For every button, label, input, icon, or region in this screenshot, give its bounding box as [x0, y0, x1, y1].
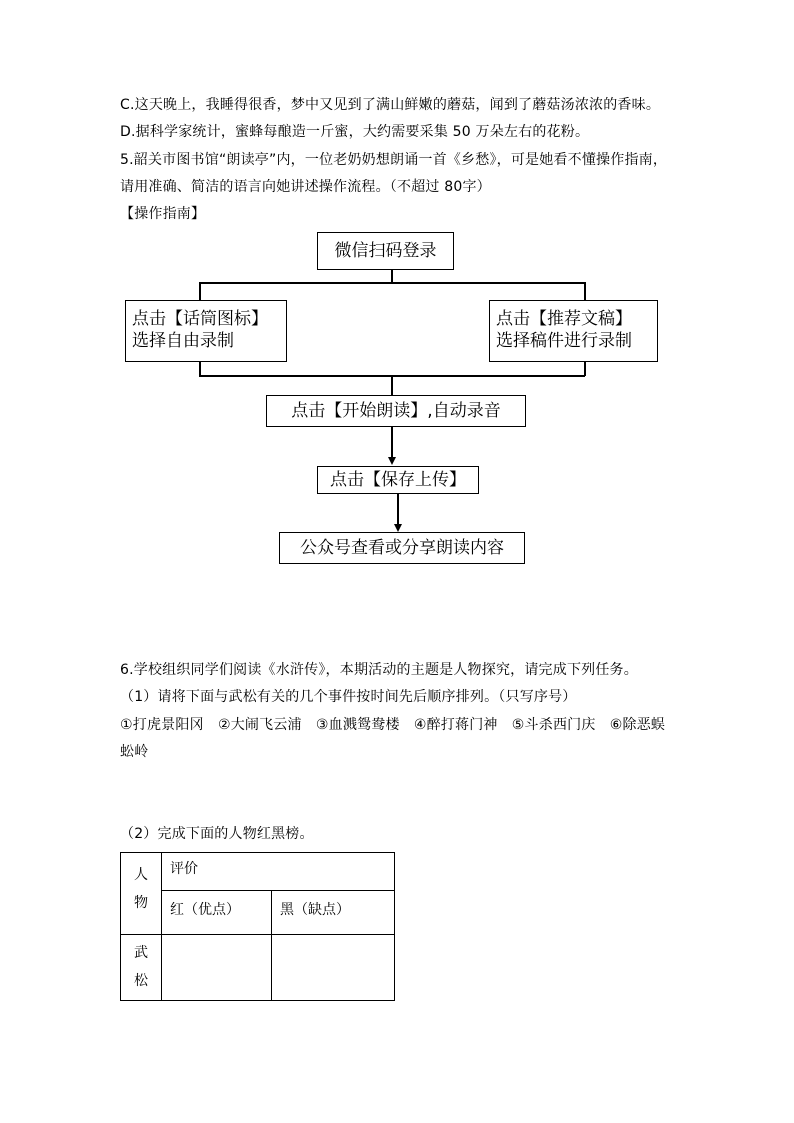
evaluation-header: 评价 [162, 853, 395, 891]
flow-left-line2: 选择自由录制 [132, 331, 234, 351]
event-list-line2: 蚣岭 [120, 744, 149, 760]
connector [199, 282, 201, 301]
connector [584, 362, 586, 376]
red-black-table [120, 852, 395, 1001]
red-answer-cell[interactable] [162, 935, 272, 1001]
question-5-line2: 请用准确、简洁的语言向她讲述操作流程。（不超过 80字） [120, 179, 491, 195]
flow-left-line1: 点击【话筒图标】 [132, 309, 268, 329]
flow-step-scan-login: 微信扫码登录 [317, 232, 454, 270]
arrow-line [397, 494, 399, 524]
flow-step-save-upload: 点击【保存上传】 [317, 466, 479, 494]
event-list-line1: ①打虎景阳冈 ②大闹飞云浦 ③血溅鸳鸯楼 ④醉打蒋门神 ⑤斗杀西门庆 ⑥除恶蜈 [120, 717, 666, 733]
question-6-1: （1）请将下面与武松有关的几个事件按时间先后顺序排列。（只写序号） [120, 689, 577, 705]
connector [391, 270, 393, 282]
flow-right-line2: 选择稿件进行录制 [496, 331, 632, 351]
option-d: D.据科学家统计，蜜蜂每酿造一斤蜜，大约需要采集 50 万朵左右的花粉。 [120, 124, 590, 140]
arrow-down-icon [388, 457, 396, 465]
flow-step-mic-icon [125, 300, 287, 362]
black-answer-cell[interactable] [272, 935, 395, 1001]
question-6-2: （2）完成下面的人物红黑榜。 [120, 826, 314, 842]
connector [199, 282, 585, 284]
black-header: 黑（缺点） [272, 891, 395, 935]
wusong-cell: 武 松 [121, 935, 162, 1001]
flow-right-line1: 点击【推荐文稿】 [496, 309, 632, 329]
flow-step-start-reading: 点击【开始朗读】,自动录音 [266, 395, 526, 427]
arrow-down-icon [394, 524, 402, 532]
question-5-line1: 5.韶关市图书馆“朗读亭”内，一位老奶奶想朗诵一首《乡愁》，可是她看不懂操作指南， [120, 152, 668, 168]
flow-step-share-content: 公众号查看或分享朗读内容 [279, 532, 525, 564]
guide-heading: 【操作指南】 [120, 206, 206, 222]
red-header: 红（优点） [162, 891, 272, 935]
connector [199, 362, 201, 376]
connector [391, 375, 393, 396]
person-header: 人 物 [121, 853, 162, 935]
option-c: C.这天晚上，我睡得很香，梦中又见到了满山鲜嫩的蘑菇，闻到了蘑菇汤浓浓的香味。 [120, 97, 661, 113]
question-6: 6.学校组织同学们阅读《水浒传》，本期活动的主题是人物探究，请完成下列任务。 [120, 662, 638, 678]
arrow-line [391, 427, 393, 457]
connector [584, 282, 586, 301]
flow-step-recommended-script [489, 300, 658, 362]
